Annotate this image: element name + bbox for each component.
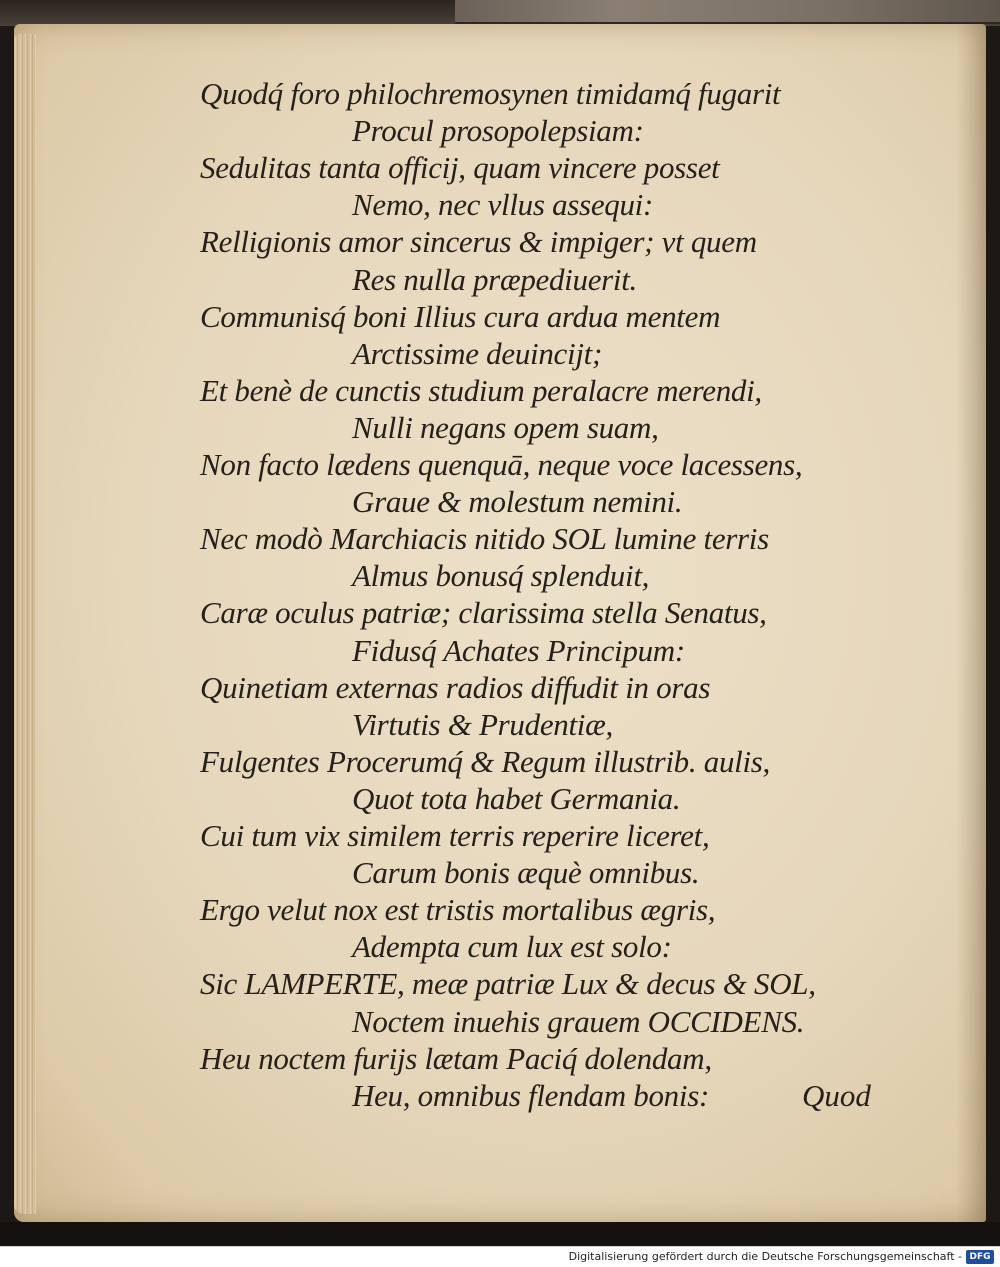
verse-line: Heu noctem furijs lætam Paciq́ dolendam, xyxy=(200,1041,712,1076)
verse-line: Arctissime deuincijt; xyxy=(352,336,602,371)
book-spine xyxy=(455,0,1000,24)
funding-credit: Digitalisierung gefördert durch die Deutsche Forschungsgemeinschaft - xyxy=(568,1250,962,1263)
verse-line: Noctem inuehis grauem OCCIDENS. xyxy=(352,1004,805,1039)
verse-line: Quinetiam externas radios diffudit in oras xyxy=(200,670,711,705)
verse-line: Cui tum vix similem terris reperire liceret, xyxy=(200,818,710,853)
verse-line: Procul prosopolepsiam: xyxy=(352,113,644,148)
verse-line: Relligionis amor sincerus & impiger; vt quem xyxy=(200,224,757,259)
verse-line: Virtutis & Prudentiæ, xyxy=(352,707,613,742)
book-top-edge xyxy=(0,0,1000,26)
verse-line: Ergo velut nox est tristis mortalibus ægris, xyxy=(200,892,716,927)
verse-line: Quodq́ foro philochremosynen timidamq́ fugarit xyxy=(200,76,781,111)
verse-line: Adempta cum lux est solo: xyxy=(352,929,672,964)
poem-text xyxy=(14,24,986,1222)
verse-line: Nemo, nec vllus assequi: xyxy=(352,187,654,222)
footer-bar xyxy=(0,1246,1000,1267)
verse-line: Sedulitas tanta officij, quam vincere posset xyxy=(200,150,720,185)
verse-line: Almus bonusq́ splenduit, xyxy=(352,558,650,593)
scan-bottom-border xyxy=(0,1222,1000,1246)
verse-line: Nec modò Marchiacis nitido SOL lumine terris xyxy=(200,521,769,556)
verse-line: Non facto lædens quenquā, neque voce lacessens, xyxy=(200,447,803,482)
verse-line: Res nulla præpediuerit. xyxy=(352,262,637,297)
catchword: Quod xyxy=(802,1078,871,1113)
verse-line: Nulli negans opem suam, xyxy=(352,410,659,445)
verse-line: Et benè de cunctis studium peralacre merendi, xyxy=(200,373,762,408)
verse-line: Communisq́ boni Illius cura ardua mentem xyxy=(200,299,721,334)
verse-line: Sic LAMPERTE, meæ patriæ Lux & decus & SOL, xyxy=(200,966,816,1001)
verse-line: Caræ oculus patriæ; clarissima stella Senatus, xyxy=(200,595,767,630)
verse-line: Carum bonis æquè omnibus. xyxy=(352,855,700,890)
verse-line: Fidusq́ Achates Principum: xyxy=(352,633,685,668)
verse-line: Graue & molestum nemini. xyxy=(352,484,683,519)
book-page xyxy=(14,24,986,1222)
dfg-logo-icon: DFG xyxy=(966,1250,994,1264)
verse-line: Heu, omnibus flendam bonis: xyxy=(352,1078,709,1113)
verse-line: Quot tota habet Germania. xyxy=(352,781,681,816)
verse-line: Fulgentes Procerumq́ & Regum illustrib. aulis, xyxy=(200,744,770,779)
